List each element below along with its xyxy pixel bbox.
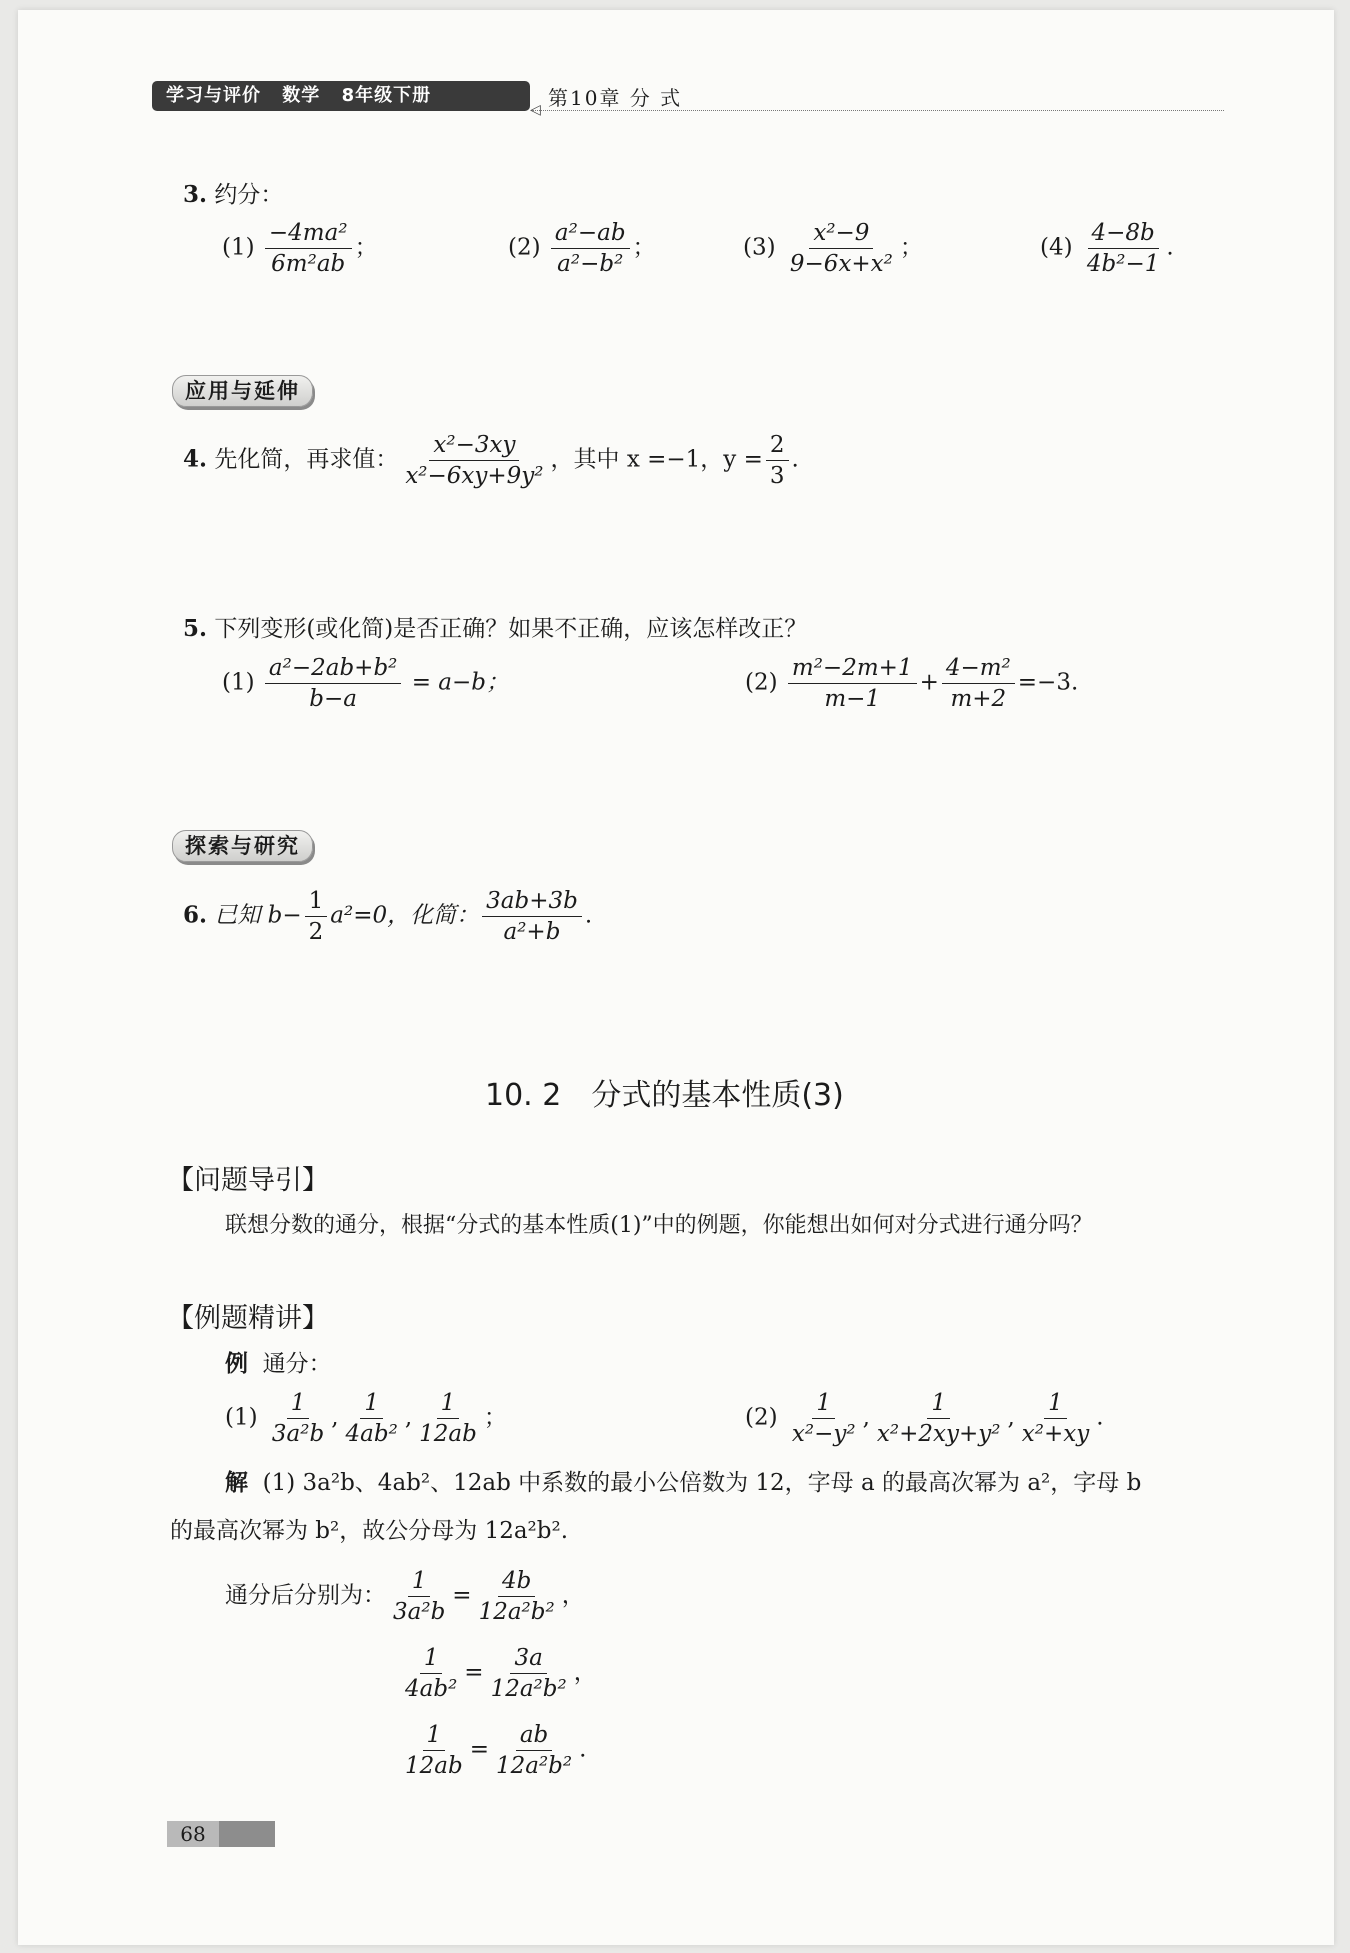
page-number-tab [167, 1821, 275, 1847]
numerator: ab [516, 1722, 552, 1751]
solution-label: 解 [225, 1469, 248, 1496]
q5-part-1 [222, 655, 509, 712]
numerator: 1 [287, 1390, 310, 1419]
numerator: 1 [1044, 1390, 1067, 1419]
header-book-title: 学习与评价 [166, 85, 261, 106]
section-badge-explore: 探索与研究 [172, 830, 313, 862]
numerator: 1 [437, 1390, 460, 1419]
question-6 [183, 888, 592, 945]
numerator: 1 [927, 1390, 950, 1419]
guide-heading: 【问题导引】 [167, 1165, 329, 1196]
result-row-1: 通分后分别为： $\frac{1}{\text{3a²b}}$ = $\frac{4b}{\text{12a²b²}}$ ， [225, 1568, 585, 1625]
question-text: a²=0，化简： [330, 902, 480, 929]
question-text: 已知 b− [214, 902, 302, 929]
numerator: a²−ab [551, 220, 630, 249]
punct: ； [483, 1404, 507, 1431]
denominator: 12a²b² [495, 1753, 573, 1779]
solution-line-2: 的最高次幂为 b²，故公分母为 12a²b². [170, 1518, 569, 1544]
fraction [551, 220, 630, 277]
denominator: a²+b [503, 919, 561, 945]
fraction [492, 1722, 576, 1779]
example-text: 通分： [262, 1351, 332, 1377]
fraction [1083, 220, 1163, 277]
numerator: 1 [420, 1645, 443, 1674]
punct: ， [561, 1582, 585, 1609]
punct: ， [573, 1659, 597, 1686]
example-part-1: (1) $\frac{1}{\text{3a²b}}$ , $\frac{1}{\text{4ab²}}$ , $\frac{1}{12ab}$ ； [225, 1390, 507, 1447]
fraction [1018, 1390, 1093, 1447]
numerator: 2 [766, 432, 789, 461]
q3-part-4 [1040, 220, 1174, 277]
denominator: x²+xy [1021, 1421, 1090, 1447]
q5-part-2 [745, 655, 1078, 712]
result-row-2: $\frac{1}{\text{4ab²}}$ = $\frac{3a}{\text{12a²b²}}$ ， [398, 1645, 597, 1702]
denominator: x²−6xy+9y² [405, 463, 544, 489]
fraction [401, 432, 547, 489]
fraction [942, 655, 1015, 712]
punct: . [584, 902, 593, 929]
denominator: 3a²b [271, 1421, 325, 1447]
denominator: 4ab² [345, 1421, 398, 1447]
numerator: 4b [498, 1568, 535, 1597]
lesson-title: 10. 2 分式的基本性质(3) [485, 1078, 844, 1113]
example-label: 例 [225, 1350, 248, 1377]
fraction [487, 1645, 571, 1702]
punct: ； [899, 234, 923, 261]
running-header-book [152, 81, 530, 111]
denominator: 4b²−1 [1086, 251, 1160, 277]
header-divider [532, 110, 1224, 111]
example-stem [225, 1345, 332, 1378]
denominator: 12a²b² [490, 1676, 567, 1702]
fraction [265, 655, 402, 712]
fraction [401, 1645, 461, 1702]
numerator: 4−8b [1088, 220, 1159, 249]
question-number: 4. [183, 445, 208, 473]
fraction [766, 432, 789, 489]
fraction [265, 220, 352, 277]
numerator: m²−2m+1 [788, 655, 917, 684]
part-label: (3) [743, 234, 776, 261]
q3-part-3 [743, 220, 923, 277]
fraction [305, 888, 328, 945]
punct: . [1166, 234, 1174, 261]
denominator: m−1 [824, 686, 881, 712]
numerator: 1 [305, 888, 328, 917]
guide-text: 联想分数的通分，根据“分式的基本性质(1)”中的例题，你能想出如何对分式进行通分吗？ [225, 1213, 1093, 1238]
denominator: 3a²b [393, 1599, 446, 1625]
question-number: 5. [183, 615, 208, 642]
numerator: −4ma² [265, 220, 352, 249]
example-part-2: (2) $\frac{1}{\text{x²−y²}}$ , $\frac{1}{\text{x²+2xy+y²}}$ , $\frac{1}{\text{x²+xy}}$ . [745, 1390, 1104, 1447]
fraction [788, 655, 917, 712]
question-number: 6. [183, 901, 208, 929]
punct: ； [632, 234, 656, 261]
header-arrow-icon: ◁ [530, 102, 541, 118]
result-intro: 通分后分别为： [225, 1582, 386, 1609]
punct: . [1096, 1404, 1104, 1431]
part-label: (1) [222, 234, 255, 261]
plus-sign: + [919, 669, 939, 696]
fraction [873, 1390, 1005, 1447]
example-heading: 【例题精讲】 [167, 1303, 329, 1334]
question-text: 下列变形(或化简)是否正确？如果不正确，应该怎样改正？ [214, 616, 808, 642]
section-badge-apply: 应用与延伸 [172, 375, 313, 407]
page-number: 68 [167, 1821, 219, 1847]
fraction [389, 1568, 449, 1625]
fraction [786, 220, 897, 277]
denominator: 2 [308, 919, 324, 945]
numerator: 3ab+3b [482, 888, 582, 917]
solution-text: (1) 3a²b、4ab²、12ab 中系数的最小公倍数为 12，字母 a 的最高次幂为 a²，字母 b [262, 1470, 1142, 1496]
numerator: x²−3xy [429, 432, 519, 461]
numerator: 1 [408, 1568, 431, 1597]
denominator: a²−b² [557, 251, 624, 277]
condition-text: ，其中 x =−1，y = [550, 446, 763, 473]
question-4 [183, 432, 799, 489]
numerator: 1 [423, 1722, 446, 1751]
denominator: 12ab [419, 1421, 477, 1447]
part-label: (2) [745, 669, 778, 696]
fraction [342, 1390, 402, 1447]
fraction [475, 1568, 559, 1625]
fraction [415, 1390, 481, 1447]
part-label: (2) [508, 234, 541, 261]
question-3-stem [183, 176, 283, 209]
denominator: 4ab² [405, 1676, 458, 1702]
numerator: a²−2ab+b² [265, 655, 402, 684]
denominator: 6m²ab [271, 251, 346, 277]
question-text: 约分： [214, 182, 284, 208]
numerator: x²−9 [809, 220, 873, 249]
document-page [18, 10, 1334, 1945]
result-row-3: $\frac{1}{12ab}$ = $\frac{ab}{\text{12a²b²}}$ . [398, 1722, 586, 1779]
header-subject: 数学 [282, 85, 321, 106]
numerator: 3a [510, 1645, 546, 1674]
right-hand-side: = a−b； [411, 669, 510, 696]
q3-part-1 [222, 220, 378, 277]
part-label: (2) [745, 1404, 778, 1431]
right-hand-side: =−3. [1017, 669, 1079, 696]
q3-part-2 [508, 220, 656, 277]
question-text: 先化简，再求值： [214, 446, 399, 473]
solution-line-1 [225, 1464, 1141, 1497]
denominator: 3 [769, 463, 785, 489]
numerator: 4−m² [942, 655, 1015, 684]
part-label: (1) [222, 669, 255, 696]
numerator: 1 [812, 1390, 835, 1419]
header-chapter: 第10章 分 式 [548, 86, 683, 110]
fraction [788, 1390, 860, 1447]
numerator: 1 [360, 1390, 383, 1419]
punct: ； [354, 234, 378, 261]
denominator: 12a²b² [478, 1599, 555, 1625]
denominator: x²−y² [791, 1421, 856, 1447]
header-grade: 8年级下册 [341, 85, 432, 106]
punct: . [791, 446, 799, 473]
denominator: 9−6x+x² [789, 251, 893, 277]
denominator: m+2 [950, 686, 1007, 712]
fraction [401, 1722, 467, 1779]
part-label: (1) [225, 1404, 258, 1431]
fraction [482, 888, 582, 945]
fraction [268, 1390, 328, 1447]
denominator: x²+2xy+y² [876, 1421, 1001, 1447]
punct: . [579, 1736, 587, 1763]
denominator: b−a [309, 686, 358, 712]
part-label: (4) [1040, 234, 1073, 261]
question-5-stem [183, 610, 807, 643]
question-number: 3. [183, 181, 208, 208]
denominator: 12ab [405, 1753, 463, 1779]
